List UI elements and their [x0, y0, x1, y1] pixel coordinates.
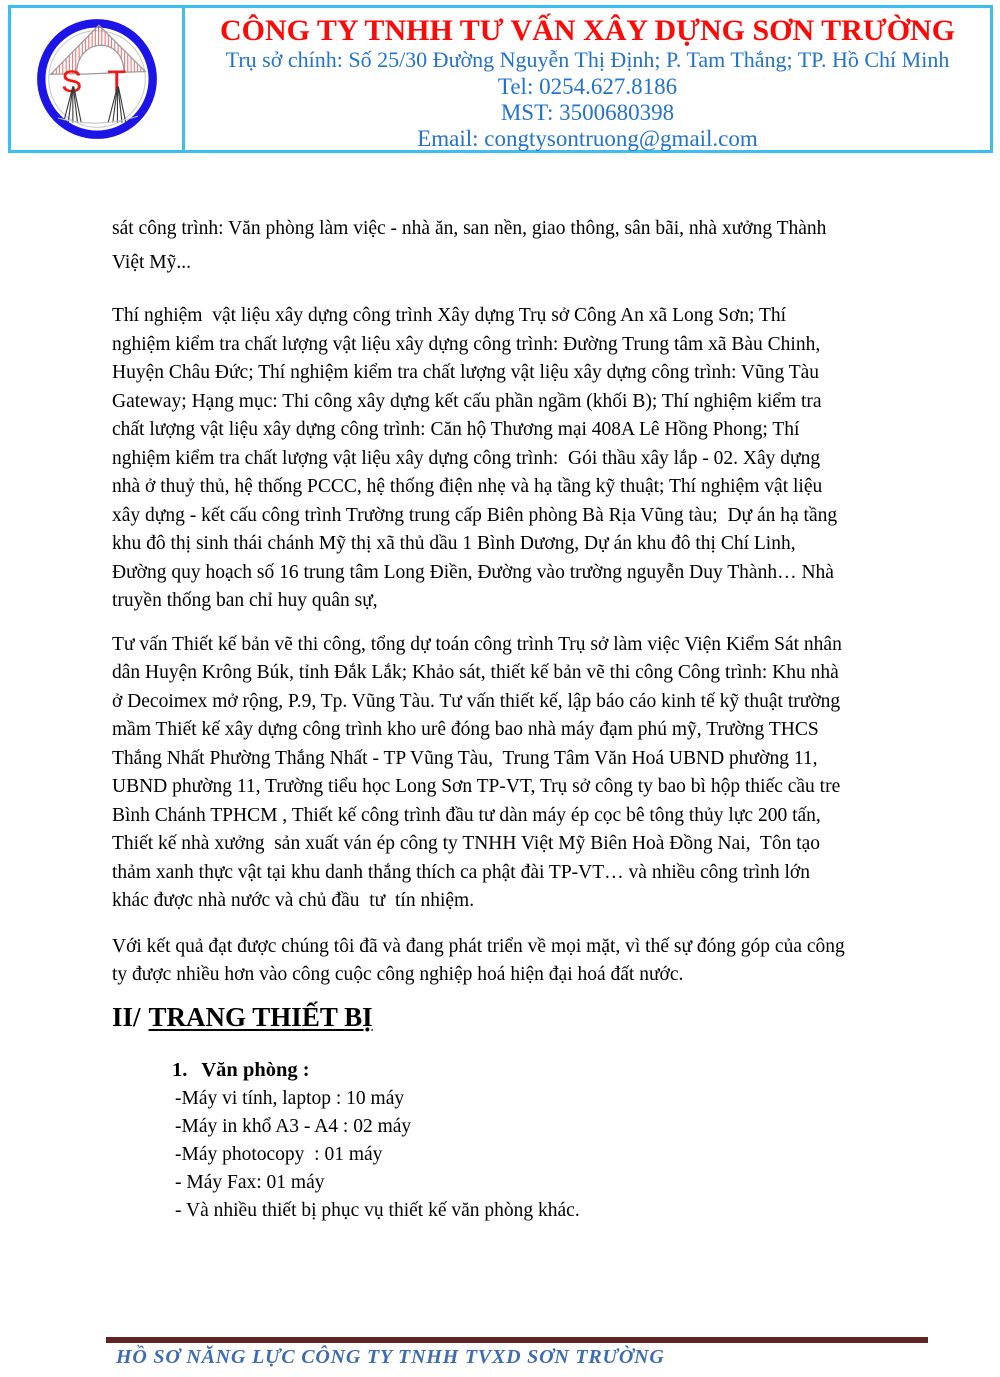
section-heading-equipment [112, 1001, 952, 1034]
list-number: 1. [172, 1058, 188, 1081]
document-body [112, 0, 952, 1226]
section-number: II/ [112, 1001, 141, 1032]
logo-letters: S T [60, 63, 135, 100]
paragraph-design-projects: Tư vấn Thiết kế bản vẽ thi công, tổng dự toán công trình Trụ sở làm việc Viện Kiểm Sát nhân dân Huyện Krông Búk, tỉnh Đắk Lắk; Khảo sát, thiết kế bản vẽ thi công Công trình: Khu nhà ở Decoimex mở rộng, P.9, Tp. Vũng Tàu. Tư vấn thiết kế, lập báo cáo kinh tế kỹ thuật trường mầm Thiết kế xây dựng công trình kho urê đóng bao nhà máy đạm phú mỹ, Trường THCS Thắng Nhất Phường Thắng Nhất - TP Vũng Tàu, Trung Tâm Văn Hoá UBND phường 11, UBND phường 11, Trường tiểu học Long Sơn TP-VT, Trụ sở công ty bao bì hộp thiếc cầu tre Bình Chánh TPHCM , Thiết kế công trình đầu tư dàn máy ép cọc bê tông thủy lực 200 tấn, Thiết kế nhà xưởng sản xuất ván ép công ty TNHH Việt Mỹ Biên Hoà Đồng Nai, Tôn tạo thảm xanh thực vật tại khu danh thắng thích ca phật đài TP-VT… và nhiều công trình lớn khác được nhà nước và chủ đầu tư tín nhiệm. [112, 633, 842, 911]
company-name: CÔNG TY TNHH TƯ VẤN XÂY DỰNG SƠN TRƯỜNG [219, 14, 956, 47]
paragraph-supervision: sát công trình: Văn phòng làm việc - nhà ăn, san nền, giao thông, sân bãi, nhà xưởng Thành Việt Mỹ... [112, 218, 827, 273]
paragraph-conclusion: Với kết quả đạt được chúng tôi đã và đang phát triển về mọi mặt, vì thế sự đóng góp của công ty được nhiều hơn vào công cuộc công nghiệp hoá hiện đại hoá đất nước. [112, 935, 845, 985]
company-tel: Tel: 0254.627.8186 [497, 74, 678, 99]
paragraph-testing-projects: Thí nghiệm vật liệu xây dựng công trình Xây dựng Trụ sở Công An xã Long Sơn; Thí nghiệm kiểm tra chất lượng vật liệu xây dựng công trình: Đường Trung tâm xã Bàu Chinh, Huyện Châu Đức; Thí nghiệm kiểm tra chất lượng vật liệu xây dựng công trình: Vũng Tàu Gateway; Hạng mục: Thi công xây dựng kết cấu phần ngầm (khối B); Thí nghiệm kiểm tra chất lượng vật liệu xây dựng công trình: Căn hộ Thương mại 408A Lê Hồng Phong; Thí nghiệm kiểm tra chất lượng vật liệu xây dựng công trình: Gói thầu xây lắp - 02. Xây dựng nhà ở thuỷ thủ, hệ thống PCCC, hệ thống điện nhẹ và hạ tầng kỹ thuật; Thí nghiệm vật liệu xây dựng - kết cấu công trình Trường trung cấp Biên phòng Bà Rịa Vũng tàu; Dự án hạ tầng khu đô thị sinh thái chánh Mỹ thị xã thủ dầu 1 Bình Dương, Dự án khu đô thị Chí Linh, Đường quy hoạch số 16 trung tâm Long Điền, Đường vào trường nguyễn Duy Thành… Nhà truyền thống ban chỉ huy quân sự, [112, 305, 838, 611]
equipment-list-title [172, 1056, 952, 1085]
company-address: Trụ sở chính: Số 25/30 Đường Nguyễn Thị Định; P. Tam Thắng; TP. Hồ Chí Minh [225, 47, 950, 72]
footer-text: HỒ SƠ NĂNG LỰC CÔNG TY TNHH TVXD SƠN TRƯỜNG [116, 1346, 665, 1368]
list-label: Văn phòng : [201, 1058, 310, 1081]
equipment-list-office [172, 1056, 952, 1226]
equipment-items: -Máy vi tính, laptop : 10 máy -Máy in khổ A3 - A4 : 02 máy -Máy photocopy : 01 máy - Máy Fax: 01 máy - Và nhiều thiết bị phục vụ thiết kế văn phòng khác. [175, 1087, 580, 1222]
section-title: TRANG THIẾT BỊ [148, 1001, 373, 1032]
footer-rule [106, 1337, 928, 1343]
company-tax-code: MST: 3500680398 [500, 100, 675, 125]
company-email: Email: congtysontruong@gmail.com [417, 126, 758, 151]
